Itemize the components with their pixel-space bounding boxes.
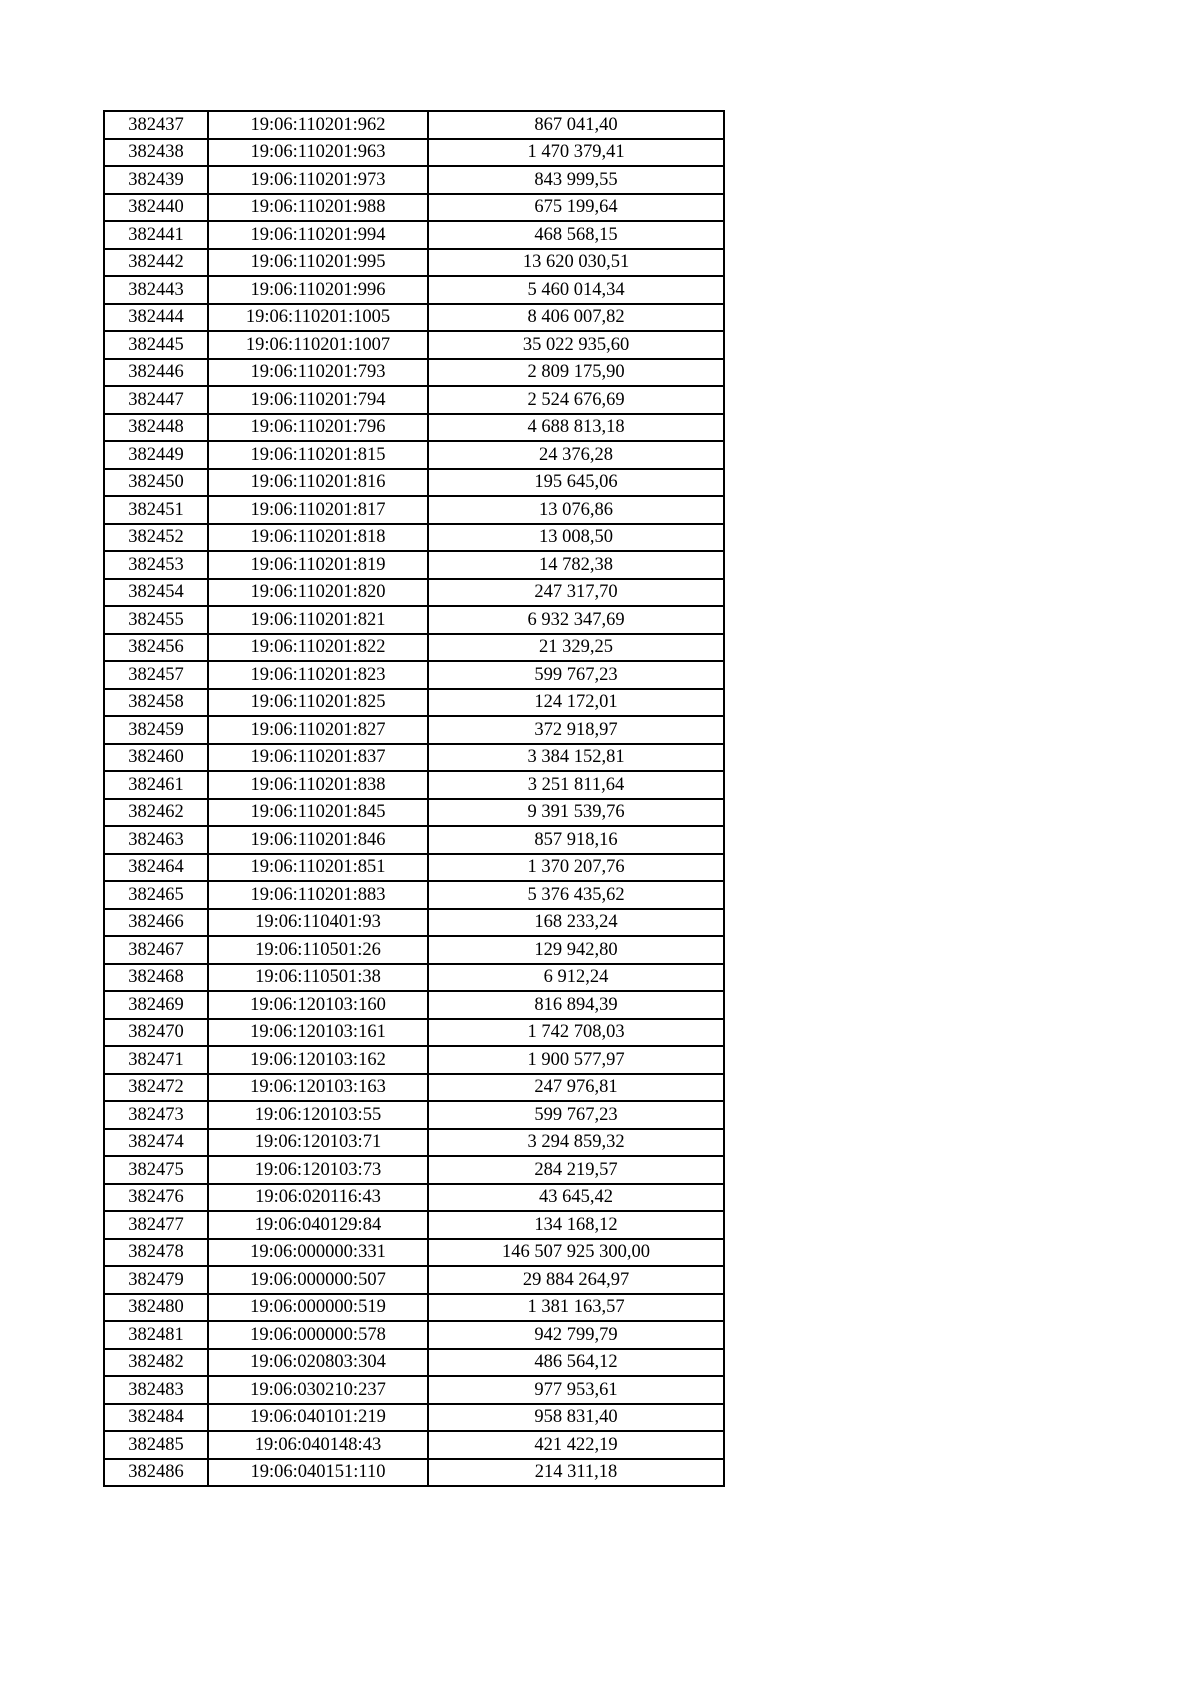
cadastral-number-cell: 19:06:020116:43 xyxy=(208,1184,428,1212)
cadastral-number-cell: 19:06:040148:43 xyxy=(208,1431,428,1459)
row-number-cell: 382474 xyxy=(104,1129,208,1157)
cadastral-number-cell: 19:06:110201:962 xyxy=(208,111,428,139)
cadastral-number-cell: 19:06:110201:818 xyxy=(208,524,428,552)
cadastral-number-cell: 19:06:110201:851 xyxy=(208,854,428,882)
value-cell: 35 022 935,60 xyxy=(428,331,724,359)
cadastral-number-cell: 19:06:110201:825 xyxy=(208,689,428,717)
row-number-cell: 382477 xyxy=(104,1211,208,1239)
row-number-cell: 382462 xyxy=(104,799,208,827)
value-cell: 599 767,23 xyxy=(428,1101,724,1129)
table-row xyxy=(104,386,724,414)
row-number-cell: 382484 xyxy=(104,1404,208,1432)
table-row xyxy=(104,1459,724,1487)
cadastral-number-cell: 19:06:110201:794 xyxy=(208,386,428,414)
value-cell: 958 831,40 xyxy=(428,1404,724,1432)
value-cell: 247 317,70 xyxy=(428,579,724,607)
table-row xyxy=(104,936,724,964)
value-cell: 421 422,19 xyxy=(428,1431,724,1459)
table-row xyxy=(104,991,724,1019)
table-body xyxy=(104,111,724,1486)
table-row xyxy=(104,111,724,139)
row-number-cell: 382483 xyxy=(104,1376,208,1404)
cadastral-value-table xyxy=(103,110,725,1487)
cadastral-number-cell: 19:06:110201:995 xyxy=(208,249,428,277)
table-row xyxy=(104,1211,724,1239)
table-row xyxy=(104,1404,724,1432)
table-row xyxy=(104,634,724,662)
value-cell: 129 942,80 xyxy=(428,936,724,964)
row-number-cell: 382473 xyxy=(104,1101,208,1129)
cadastral-number-cell: 19:06:110201:994 xyxy=(208,221,428,249)
table-row xyxy=(104,331,724,359)
row-number-cell: 382464 xyxy=(104,854,208,882)
value-cell: 1 470 379,41 xyxy=(428,139,724,167)
table-row xyxy=(104,249,724,277)
cadastral-number-cell: 19:06:110201:1007 xyxy=(208,331,428,359)
value-cell: 168 233,24 xyxy=(428,909,724,937)
table-row xyxy=(104,1266,724,1294)
row-number-cell: 382441 xyxy=(104,221,208,249)
table-row xyxy=(104,469,724,497)
row-number-cell: 382446 xyxy=(104,359,208,387)
row-number-cell: 382447 xyxy=(104,386,208,414)
table-row xyxy=(104,166,724,194)
value-cell: 247 976,81 xyxy=(428,1074,724,1102)
value-cell: 599 767,23 xyxy=(428,661,724,689)
value-cell: 134 168,12 xyxy=(428,1211,724,1239)
cadastral-number-cell: 19:06:030210:237 xyxy=(208,1376,428,1404)
cadastral-number-cell: 19:06:120103:160 xyxy=(208,991,428,1019)
value-cell: 284 219,57 xyxy=(428,1156,724,1184)
value-cell: 13 076,86 xyxy=(428,496,724,524)
row-number-cell: 382453 xyxy=(104,551,208,579)
value-cell: 9 391 539,76 xyxy=(428,799,724,827)
cadastral-number-cell: 19:06:120103:161 xyxy=(208,1019,428,1047)
table-row xyxy=(104,221,724,249)
cadastral-number-cell: 19:06:020803:304 xyxy=(208,1349,428,1377)
cadastral-number-cell: 19:06:110201:838 xyxy=(208,771,428,799)
row-number-cell: 382439 xyxy=(104,166,208,194)
cadastral-number-cell: 19:06:110201:996 xyxy=(208,276,428,304)
row-number-cell: 382470 xyxy=(104,1019,208,1047)
value-cell: 13 008,50 xyxy=(428,524,724,552)
row-number-cell: 382469 xyxy=(104,991,208,1019)
value-cell: 3 294 859,32 xyxy=(428,1129,724,1157)
cadastral-number-cell: 19:06:000000:578 xyxy=(208,1321,428,1349)
cadastral-number-cell: 19:06:120103:55 xyxy=(208,1101,428,1129)
row-number-cell: 382485 xyxy=(104,1431,208,1459)
row-number-cell: 382479 xyxy=(104,1266,208,1294)
cadastral-number-cell: 19:06:110201:820 xyxy=(208,579,428,607)
row-number-cell: 382482 xyxy=(104,1349,208,1377)
row-number-cell: 382455 xyxy=(104,606,208,634)
table-row xyxy=(104,1321,724,1349)
row-number-cell: 382475 xyxy=(104,1156,208,1184)
table-row xyxy=(104,139,724,167)
value-cell: 372 918,97 xyxy=(428,716,724,744)
table-row xyxy=(104,1376,724,1404)
cadastral-number-cell: 19:06:110201:816 xyxy=(208,469,428,497)
cadastral-number-cell: 19:06:110201:796 xyxy=(208,414,428,442)
row-number-cell: 382460 xyxy=(104,744,208,772)
value-cell: 24 376,28 xyxy=(428,441,724,469)
value-cell: 13 620 030,51 xyxy=(428,249,724,277)
value-cell: 43 645,42 xyxy=(428,1184,724,1212)
cadastral-number-cell: 19:06:110401:93 xyxy=(208,909,428,937)
row-number-cell: 382451 xyxy=(104,496,208,524)
value-cell: 146 507 925 300,00 xyxy=(428,1239,724,1267)
row-number-cell: 382461 xyxy=(104,771,208,799)
value-cell: 6 932 347,69 xyxy=(428,606,724,634)
table-row xyxy=(104,551,724,579)
value-cell: 3 384 152,81 xyxy=(428,744,724,772)
row-number-cell: 382454 xyxy=(104,579,208,607)
cadastral-number-cell: 19:06:110201:883 xyxy=(208,881,428,909)
value-cell: 1 900 577,97 xyxy=(428,1046,724,1074)
value-cell: 5 460 014,34 xyxy=(428,276,724,304)
cadastral-number-cell: 19:06:120103:163 xyxy=(208,1074,428,1102)
table-row xyxy=(104,881,724,909)
row-number-cell: 382443 xyxy=(104,276,208,304)
cadastral-number-cell: 19:06:110201:823 xyxy=(208,661,428,689)
table-row xyxy=(104,1184,724,1212)
cadastral-number-cell: 19:06:110501:26 xyxy=(208,936,428,964)
cadastral-number-cell: 19:06:110201:973 xyxy=(208,166,428,194)
row-number-cell: 382468 xyxy=(104,964,208,992)
table-row xyxy=(104,359,724,387)
row-number-cell: 382480 xyxy=(104,1294,208,1322)
row-number-cell: 382467 xyxy=(104,936,208,964)
row-number-cell: 382438 xyxy=(104,139,208,167)
row-number-cell: 382440 xyxy=(104,194,208,222)
table-row xyxy=(104,1349,724,1377)
row-number-cell: 382476 xyxy=(104,1184,208,1212)
row-number-cell: 382450 xyxy=(104,469,208,497)
table-row xyxy=(104,304,724,332)
row-number-cell: 382458 xyxy=(104,689,208,717)
cadastral-number-cell: 19:06:110201:819 xyxy=(208,551,428,579)
table-row xyxy=(104,1074,724,1102)
table-row xyxy=(104,441,724,469)
value-cell: 8 406 007,82 xyxy=(428,304,724,332)
value-cell: 2 809 175,90 xyxy=(428,359,724,387)
cadastral-number-cell: 19:06:110201:827 xyxy=(208,716,428,744)
value-cell: 1 742 708,03 xyxy=(428,1019,724,1047)
row-number-cell: 382463 xyxy=(104,826,208,854)
value-cell: 675 199,64 xyxy=(428,194,724,222)
row-number-cell: 382437 xyxy=(104,111,208,139)
row-number-cell: 382486 xyxy=(104,1459,208,1487)
cadastral-number-cell: 19:06:110201:1005 xyxy=(208,304,428,332)
value-cell: 486 564,12 xyxy=(428,1349,724,1377)
value-cell: 5 376 435,62 xyxy=(428,881,724,909)
cadastral-number-cell: 19:06:120103:162 xyxy=(208,1046,428,1074)
cadastral-number-cell: 19:06:110501:38 xyxy=(208,964,428,992)
table-row xyxy=(104,1101,724,1129)
table-row xyxy=(104,496,724,524)
table-row xyxy=(104,744,724,772)
table-row xyxy=(104,771,724,799)
cadastral-number-cell: 19:06:040151:110 xyxy=(208,1459,428,1487)
cadastral-number-cell: 19:06:000000:331 xyxy=(208,1239,428,1267)
value-cell: 942 799,79 xyxy=(428,1321,724,1349)
value-cell: 4 688 813,18 xyxy=(428,414,724,442)
table-row xyxy=(104,1431,724,1459)
cadastral-number-cell: 19:06:110201:963 xyxy=(208,139,428,167)
row-number-cell: 382478 xyxy=(104,1239,208,1267)
value-cell: 14 782,38 xyxy=(428,551,724,579)
value-cell: 977 953,61 xyxy=(428,1376,724,1404)
table-row xyxy=(104,606,724,634)
row-number-cell: 382481 xyxy=(104,1321,208,1349)
value-cell: 843 999,55 xyxy=(428,166,724,194)
table-row xyxy=(104,826,724,854)
row-number-cell: 382444 xyxy=(104,304,208,332)
cadastral-number-cell: 19:06:110201:837 xyxy=(208,744,428,772)
value-cell: 6 912,24 xyxy=(428,964,724,992)
table-row xyxy=(104,661,724,689)
table-row xyxy=(104,579,724,607)
value-cell: 857 918,16 xyxy=(428,826,724,854)
table-row xyxy=(104,909,724,937)
cadastral-number-cell: 19:06:110201:793 xyxy=(208,359,428,387)
table-row xyxy=(104,1046,724,1074)
row-number-cell: 382449 xyxy=(104,441,208,469)
table-row xyxy=(104,799,724,827)
table-row xyxy=(104,964,724,992)
cadastral-number-cell: 19:06:120103:71 xyxy=(208,1129,428,1157)
value-cell: 195 645,06 xyxy=(428,469,724,497)
cadastral-number-cell: 19:06:110201:822 xyxy=(208,634,428,662)
row-number-cell: 382452 xyxy=(104,524,208,552)
cadastral-number-cell: 19:06:110201:846 xyxy=(208,826,428,854)
value-cell: 21 329,25 xyxy=(428,634,724,662)
value-cell: 468 568,15 xyxy=(428,221,724,249)
row-number-cell: 382465 xyxy=(104,881,208,909)
row-number-cell: 382459 xyxy=(104,716,208,744)
cadastral-number-cell: 19:06:040129:84 xyxy=(208,1211,428,1239)
cadastral-number-cell: 19:06:040101:219 xyxy=(208,1404,428,1432)
table-row xyxy=(104,1156,724,1184)
table-row xyxy=(104,1129,724,1157)
row-number-cell: 382471 xyxy=(104,1046,208,1074)
value-cell: 2 524 676,69 xyxy=(428,386,724,414)
table-row xyxy=(104,414,724,442)
row-number-cell: 382448 xyxy=(104,414,208,442)
row-number-cell: 382442 xyxy=(104,249,208,277)
cadastral-number-cell: 19:06:110201:817 xyxy=(208,496,428,524)
row-number-cell: 382456 xyxy=(104,634,208,662)
cadastral-number-cell: 19:06:110201:845 xyxy=(208,799,428,827)
value-cell: 867 041,40 xyxy=(428,111,724,139)
table-row xyxy=(104,689,724,717)
cadastral-number-cell: 19:06:120103:73 xyxy=(208,1156,428,1184)
table-row xyxy=(104,1019,724,1047)
value-cell: 29 884 264,97 xyxy=(428,1266,724,1294)
row-number-cell: 382472 xyxy=(104,1074,208,1102)
table-row xyxy=(104,854,724,882)
row-number-cell: 382445 xyxy=(104,331,208,359)
cadastral-number-cell: 19:06:110201:988 xyxy=(208,194,428,222)
value-cell: 3 251 811,64 xyxy=(428,771,724,799)
cadastral-number-cell: 19:06:000000:507 xyxy=(208,1266,428,1294)
table-row xyxy=(104,524,724,552)
value-cell: 214 311,18 xyxy=(428,1459,724,1487)
table-row xyxy=(104,276,724,304)
table-row xyxy=(104,1294,724,1322)
cadastral-number-cell: 19:06:000000:519 xyxy=(208,1294,428,1322)
row-number-cell: 382466 xyxy=(104,909,208,937)
row-number-cell: 382457 xyxy=(104,661,208,689)
cadastral-number-cell: 19:06:110201:815 xyxy=(208,441,428,469)
table-row xyxy=(104,1239,724,1267)
cadastral-number-cell: 19:06:110201:821 xyxy=(208,606,428,634)
value-cell: 1 381 163,57 xyxy=(428,1294,724,1322)
value-cell: 816 894,39 xyxy=(428,991,724,1019)
table-row xyxy=(104,194,724,222)
value-cell: 124 172,01 xyxy=(428,689,724,717)
table-row xyxy=(104,716,724,744)
value-cell: 1 370 207,76 xyxy=(428,854,724,882)
